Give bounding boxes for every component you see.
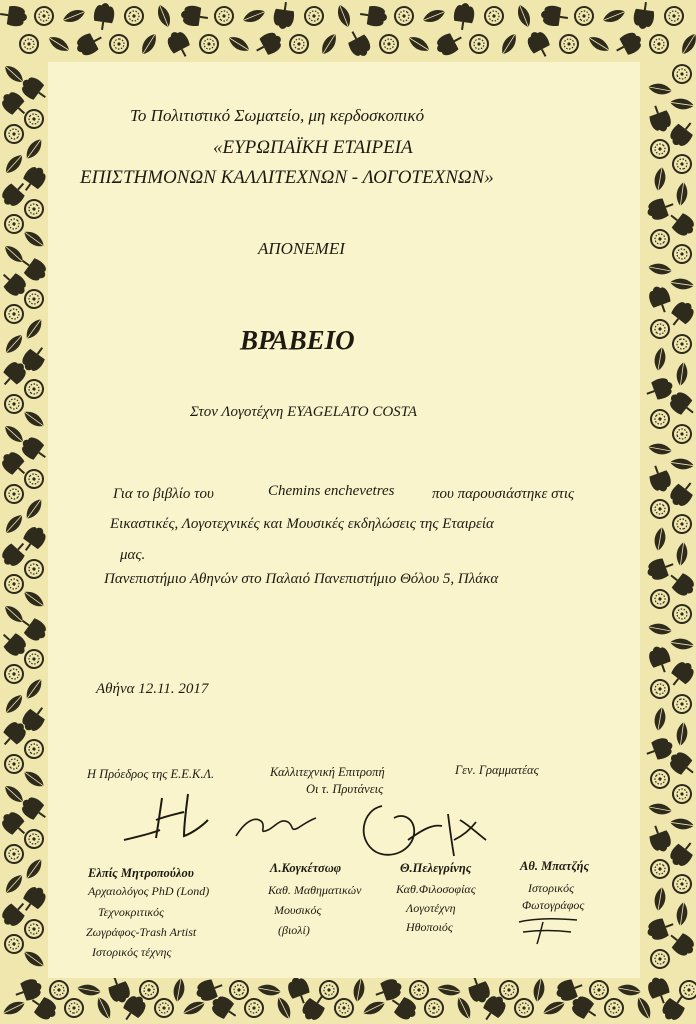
signatory-1-name: Ελπίς Μητροπούλου — [88, 866, 194, 880]
signatory-3-line-1: Καθ.Φιλοσοφίας — [396, 882, 476, 896]
signature-4 — [515, 912, 585, 948]
signatory-3-line-3: Ηθοποιός — [406, 920, 453, 934]
signatory-4-name: Αθ. Μπατζής — [520, 859, 590, 873]
signatory-3-name: Θ.Πελεγρίνης — [400, 861, 472, 875]
signatory-1-line-3: Ζωγράφος-Trash Artist — [86, 925, 197, 939]
signatory-1-line-4: Ιστορικός τέχνης — [92, 945, 172, 959]
recipient-line: Στον Λογοτέχνη EYAGELATO COSTA — [190, 404, 418, 420]
committee-title: Καλλιτεχνική Επιτροπή — [270, 765, 385, 779]
body-line-4: Πανεπιστήμιο Αθηνών στο Παλαιό Πανεπιστήμιο Θόλου 5, Πλάκα — [104, 571, 499, 587]
signatory-1-line-2: Τεχνοκριτικός — [98, 905, 165, 919]
signatory-4-line-2: Φωτογράφος — [522, 898, 585, 912]
president-title: Η Πρόεδρος της Ε.Ε.Κ.Λ. — [87, 767, 215, 781]
book-title: Chemins enchevetres — [268, 483, 395, 499]
date: Αθήνα 12.11. 2017 — [96, 681, 209, 697]
signatory-1-line-1: Αρχαιολόγος PhD (Lond) — [88, 884, 210, 898]
awards-label: ΑΠΟΝΕΜΕΙ — [258, 239, 345, 258]
body-line-3: μας. — [120, 547, 146, 563]
body-line-1-suffix: που παρουσιάστηκε στις — [432, 486, 575, 502]
header-line-3: ΕΠΙΣΤΗΜΟΝΩΝ ΚΑΛΛΙΤΕΧΝΩΝ - ΛΟΓΟΤΕΧΝΩΝ» — [80, 167, 494, 188]
signature-3 — [352, 800, 492, 864]
body-line-1-prefix: Για το βιβλίο του — [113, 486, 214, 502]
signatory-2-line-3: (βιολί) — [278, 923, 310, 937]
header-line-1: Το Πολιτιστικό Σωματείο, μη κερδοσκοπικό — [130, 106, 425, 125]
signatory-4-line-1: Ιστορικός — [528, 881, 574, 895]
secretary-title: Γεν. Γραμματέας — [455, 763, 539, 777]
committee-subtitle: Οι τ. Πρυτάνεις — [306, 782, 384, 796]
award-title: ΒΡΑΒΕΙΟ — [240, 325, 355, 355]
signature-1 — [120, 790, 230, 850]
signatory-2-name: Λ.Κογκέτσωφ — [270, 861, 342, 875]
header-line-2: «ΕΥΡΩΠΑΪΚΗ ΕΤΑΙΡΕΙΑ — [213, 137, 413, 158]
signatory-3-line-2: Λογοτέχνη — [406, 901, 456, 915]
signatory-2-line-2: Μουσικός — [274, 903, 322, 917]
signatory-2-line-1: Καθ. Μαθηματικών — [268, 883, 362, 897]
signature-2 — [232, 808, 322, 844]
body-line-2: Εικαστικές, Λογοτεχνικές και Μουσικές εκδηλώσεις της Εταιρεία — [110, 516, 494, 532]
